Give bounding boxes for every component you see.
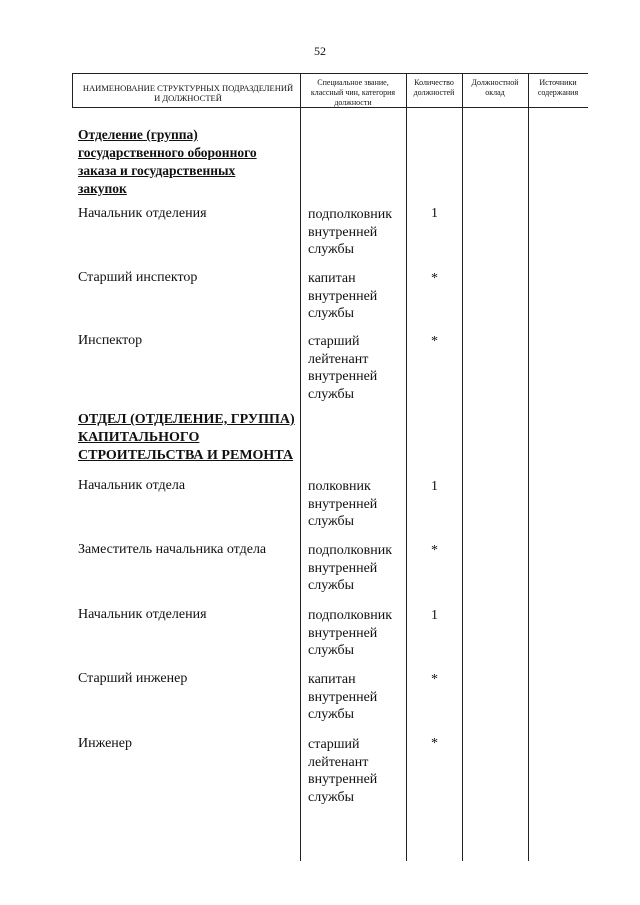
position-count: * bbox=[431, 672, 438, 687]
position-name: Инспектор bbox=[78, 333, 143, 348]
position-rank: старший лейтенант внутренней службы bbox=[308, 334, 378, 402]
position-rank: подполковник внутренней службы bbox=[308, 608, 392, 658]
position-rank: подполковник внутренней службы bbox=[308, 543, 392, 593]
position-name: Старший инженер bbox=[78, 671, 188, 686]
position-name: Заместитель начальника отдела bbox=[78, 542, 267, 557]
position-name: Инженер bbox=[78, 736, 133, 751]
table-column-line bbox=[300, 73, 301, 861]
position-name: Начальник отделения bbox=[78, 607, 207, 622]
position-name: Начальник отдела bbox=[78, 478, 186, 493]
header-funding-source: Источники содержания bbox=[537, 78, 579, 97]
position-count: 1 bbox=[431, 479, 438, 494]
position-name: Старший инспектор bbox=[78, 270, 198, 285]
table-top-border bbox=[72, 73, 588, 74]
position-count: * bbox=[431, 334, 438, 349]
section-title: Отделение (группа) государственного оборонного заказа и государственных закупок bbox=[78, 127, 257, 196]
position-count: * bbox=[431, 736, 438, 751]
header-salary: Должностной оклад bbox=[471, 78, 519, 97]
position-count: 1 bbox=[431, 608, 438, 623]
position-rank: капитан внутренней службы bbox=[308, 672, 378, 722]
table-column-line bbox=[72, 73, 73, 107]
section-title: ОТДЕЛ (ОТДЕЛЕНИЕ, ГРУППА) КАПИТАЛЬНОГО СТРОИТЕЛЬСТВА И РЕМОНТА bbox=[78, 412, 295, 463]
table-column-line bbox=[528, 73, 529, 861]
position-count: 1 bbox=[431, 206, 438, 221]
position-name: Начальник отделения bbox=[78, 206, 207, 221]
header-position-count: Количество должностей bbox=[413, 78, 455, 97]
header-structural-units: НАИМЕНОВАНИЕ СТРУКТУРНЫХ ПОДРАЗДЕЛЕНИЙ И ДОЛЖНОСТЕЙ bbox=[82, 83, 294, 103]
position-count: * bbox=[431, 543, 438, 558]
position-rank: капитан внутренней службы bbox=[308, 271, 378, 321]
table-column-line bbox=[462, 73, 463, 861]
position-count: * bbox=[431, 271, 438, 286]
position-rank: подполковник внутренней службы bbox=[308, 207, 392, 257]
header-rank-category: Специальное звание, классный чин, категория должности bbox=[310, 78, 396, 107]
position-rank: полковник внутренней службы bbox=[308, 479, 378, 529]
page-number: 52 bbox=[314, 44, 326, 58]
position-rank: старший лейтенант внутренней службы bbox=[308, 737, 378, 805]
